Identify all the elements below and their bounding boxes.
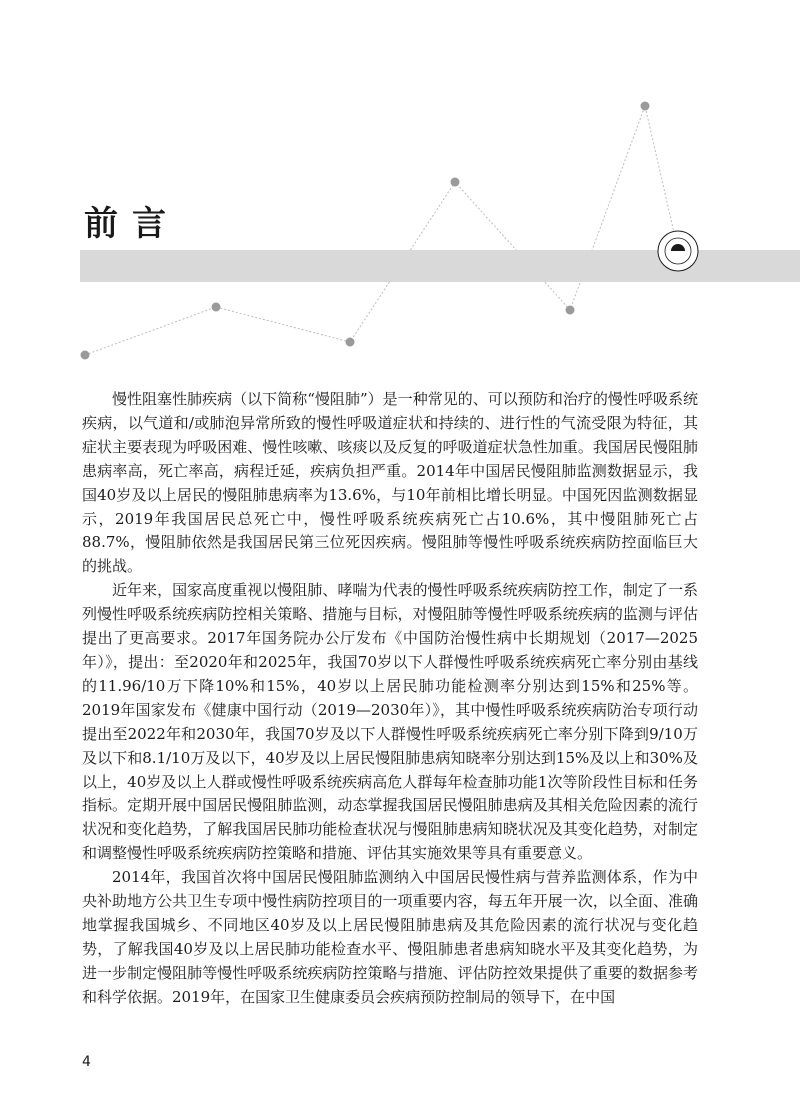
node-dot — [81, 351, 90, 360]
node-dot — [346, 338, 355, 347]
node-dot — [451, 178, 460, 187]
paragraph: 近年来，国家高度重视以慢阻肺、哮喘为代表的慢性呼吸系统疾病防控工作，制定了一系列慢性呼吸系统疾病防控相关策略、措施与目标，对慢阻肺等慢性呼吸系统疾病的监测与评估提出了更高要求。2017年国务院办公厅发布《中国防治慢性病中长期规划（2017—2025年）》，提出：至2020年和2025年，我国70岁以下人群慢性呼吸系统疾病死亡率分别由基线的11.96/10万下降10%和15%，40岁以上居民肺功能检测率分别达到15%和25%等。2019年国家发布《健康中国行动（2019—2030年）》，其中慢性呼吸系统疾病防治专项行动提出至2022年和2030年，我国70岁及以下人群慢性呼吸系统疾病死亡率分别下降到9/10万及以下和8.1/10万及以下，40岁及以上居民慢阻肺患病知晓率分别达到15%及以上和30%及以上，40岁及以上人群或慢性呼吸系统疾病高危人群每年检查肺功能1次等阶段性目标和任务指标。定期开展中国居民慢阻肺监测，动态掌握我国居民慢阻肺患病及其相关危险因素的流行状况和变化趋势，了解我国居民肺功能检查状况与慢阻肺患病知晓状况及其变化趋势，对制定和调整慢性呼吸系统疾病防控策略和措施、评估其实施效果等具有重要意义。 — [82, 581, 698, 863]
body-text — [82, 388, 698, 1010]
paragraph: 慢性阻塞性肺疾病（以下简称“慢阻肺”）是一种常见的、可以预防和治疗的慢性呼吸系统疾病，以气道和/或肺泡异常所致的慢性呼吸道症状和持续的、进行性的气流受限为特征，其症状主要表现为呼吸困难、慢性咳嗽、咳痰以及反复的呼吸道症状急性加重。我国居民慢阻肺患病率高，死亡率高，病程迁延，疾病负担严重。2014年中国居民慢阻肺监测数据显示，我国40岁及以上居民的慢阻肺患病率为13.6%，与10年前相比增长明显。中国死因监测数据显示，2019年我国居民总死亡中，慢性呼吸系统疾病死亡占10.6%，其中慢阻肺死亡占88.7%，慢阻肺依然是我国居民第三位死因疾病。慢阻肺等慢性呼吸系统疾病防控面临巨大的挑战。 — [82, 390, 698, 576]
node-dot — [566, 306, 575, 315]
node-dot — [641, 102, 650, 111]
paragraph: 2014年，我国首次将中国居民慢阻肺监测纳入中国居民慢性病与营养监测体系，作为中央补助地方公共卫生专项中慢性病防控项目的一项重要内容，每五年开展一次，以全面、准确地掌握我国城乡、不同地区40岁及以上居民慢阻肺患病及其危险因素的流行状况与变化趋势，了解我国40岁及以上居民肺功能检查水平、慢阻肺患者患病知晓水平及其变化趋势，为进一步制定慢阻肺等慢性呼吸系统疾病防控策略与措施、评估防控效果提供了重要的数据参考和科学依据。2019年，在国家卫生健康委员会疾病预防控制局的领导下，在中国 — [82, 868, 698, 1006]
page-number: 4 — [82, 1054, 91, 1070]
node-dot — [212, 303, 221, 312]
page-title: 前言 — [84, 204, 180, 244]
half-circle-target-icon — [656, 229, 700, 273]
